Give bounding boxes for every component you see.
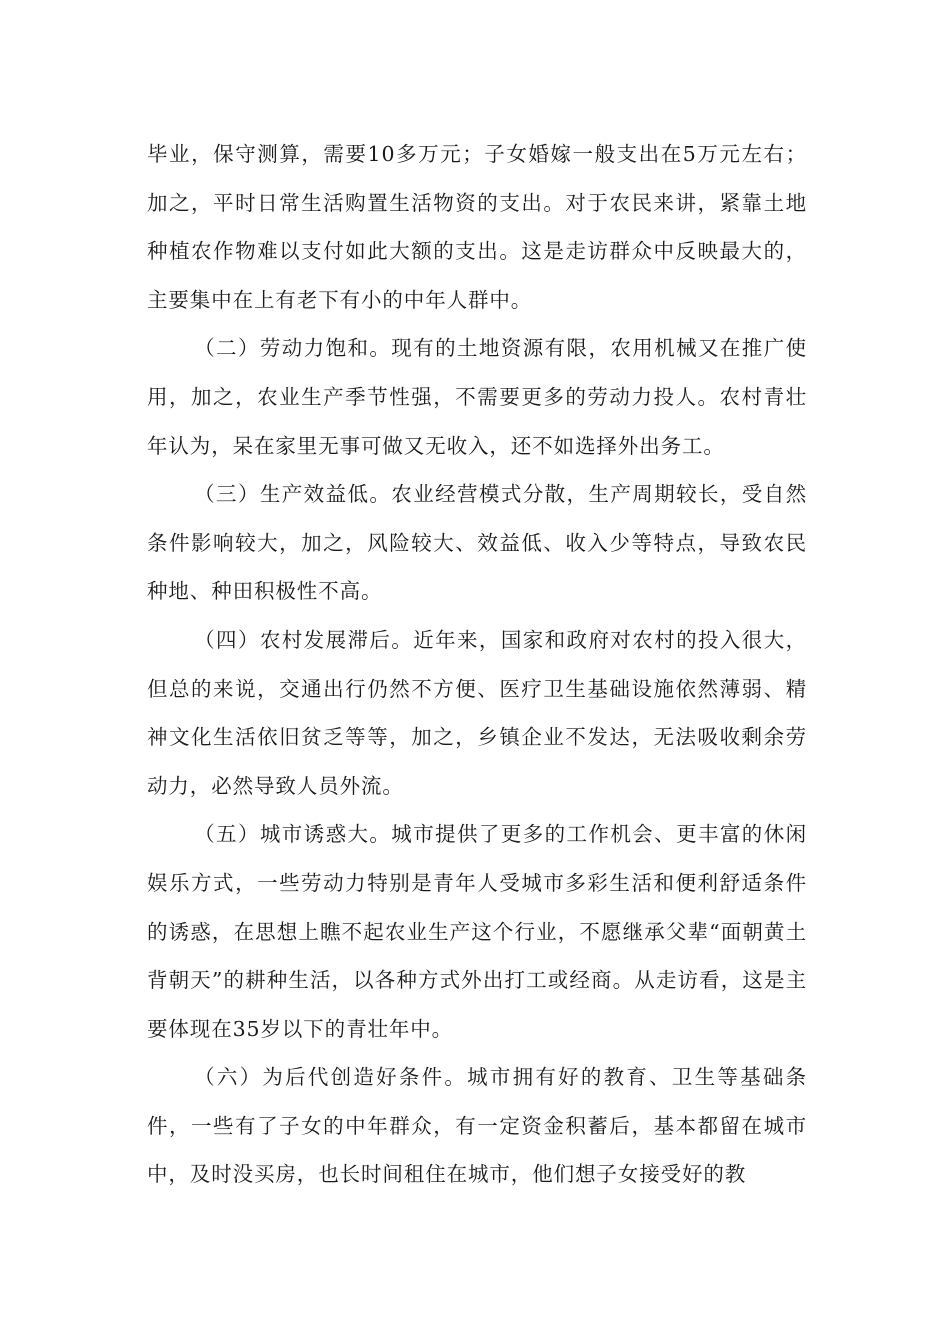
paragraph-next-generation: （六）为后代创造好条件。城市拥有好的教育、卫生等基础条件，一些有了子女的中年群众，有一定资金积蓄后，基本都留在城市中，及时没买房，也长时间租住在城市，他们想子女接受好的教	[147, 1065, 807, 1187]
body-text	[147, 130, 807, 1199]
paragraph-low-efficiency: （三）生产效益低。农业经营模式分散，生产周期较长，受自然条件影响较大，加之，风险较大、效益低、收入少等特点，导致农民种地、种田积极性不高。	[147, 482, 807, 604]
paragraph-city-attraction: （五）城市诱惑大。城市提供了更多的工作机会、更丰富的休闲娱乐方式，一些劳动力特别是青年人受城市多彩生活和便利舒适条件的诱惑，在思想上瞧不起农业生产这个行业，不愿继承父辈“面朝黄土背朝天”的耕种生活，以各种方式外出打工或经商。从走访看，这是主要体现在35岁以下的青壮年中。	[147, 822, 807, 1041]
paragraph-rural-lag: （四）农村发展滞后。近年来，国家和政府对农村的投入很大，但总的来说，交通出行仍然不方便、医疗卫生基础设施依然薄弱、精神文化生活依旧贫乏等等，加之，乡镇企业不发达，无法吸收剩余劳动力，必然导致人员外流。	[147, 627, 807, 798]
paragraph-continuation: 毕业，保守测算，需要10多万元；子女婚嫁一般支出在5万元左右；加之，平时日常生活购置生活物资的支出。对于农民来讲，紧靠土地种植农作物难以支付如此大额的支出。这是走访群众中反映最大的，主要集中在上有老下有小的中年人群中。	[147, 142, 807, 312]
paragraph-labor-saturation: （二）劳动力饱和。现有的土地资源有限，农用机械又在推广使用，加之，农业生产季节性强，不需要更多的劳动力投人。农村青壮年认为，呆在家里无事可做又无收入，还不如选择外出务工。	[147, 336, 807, 458]
